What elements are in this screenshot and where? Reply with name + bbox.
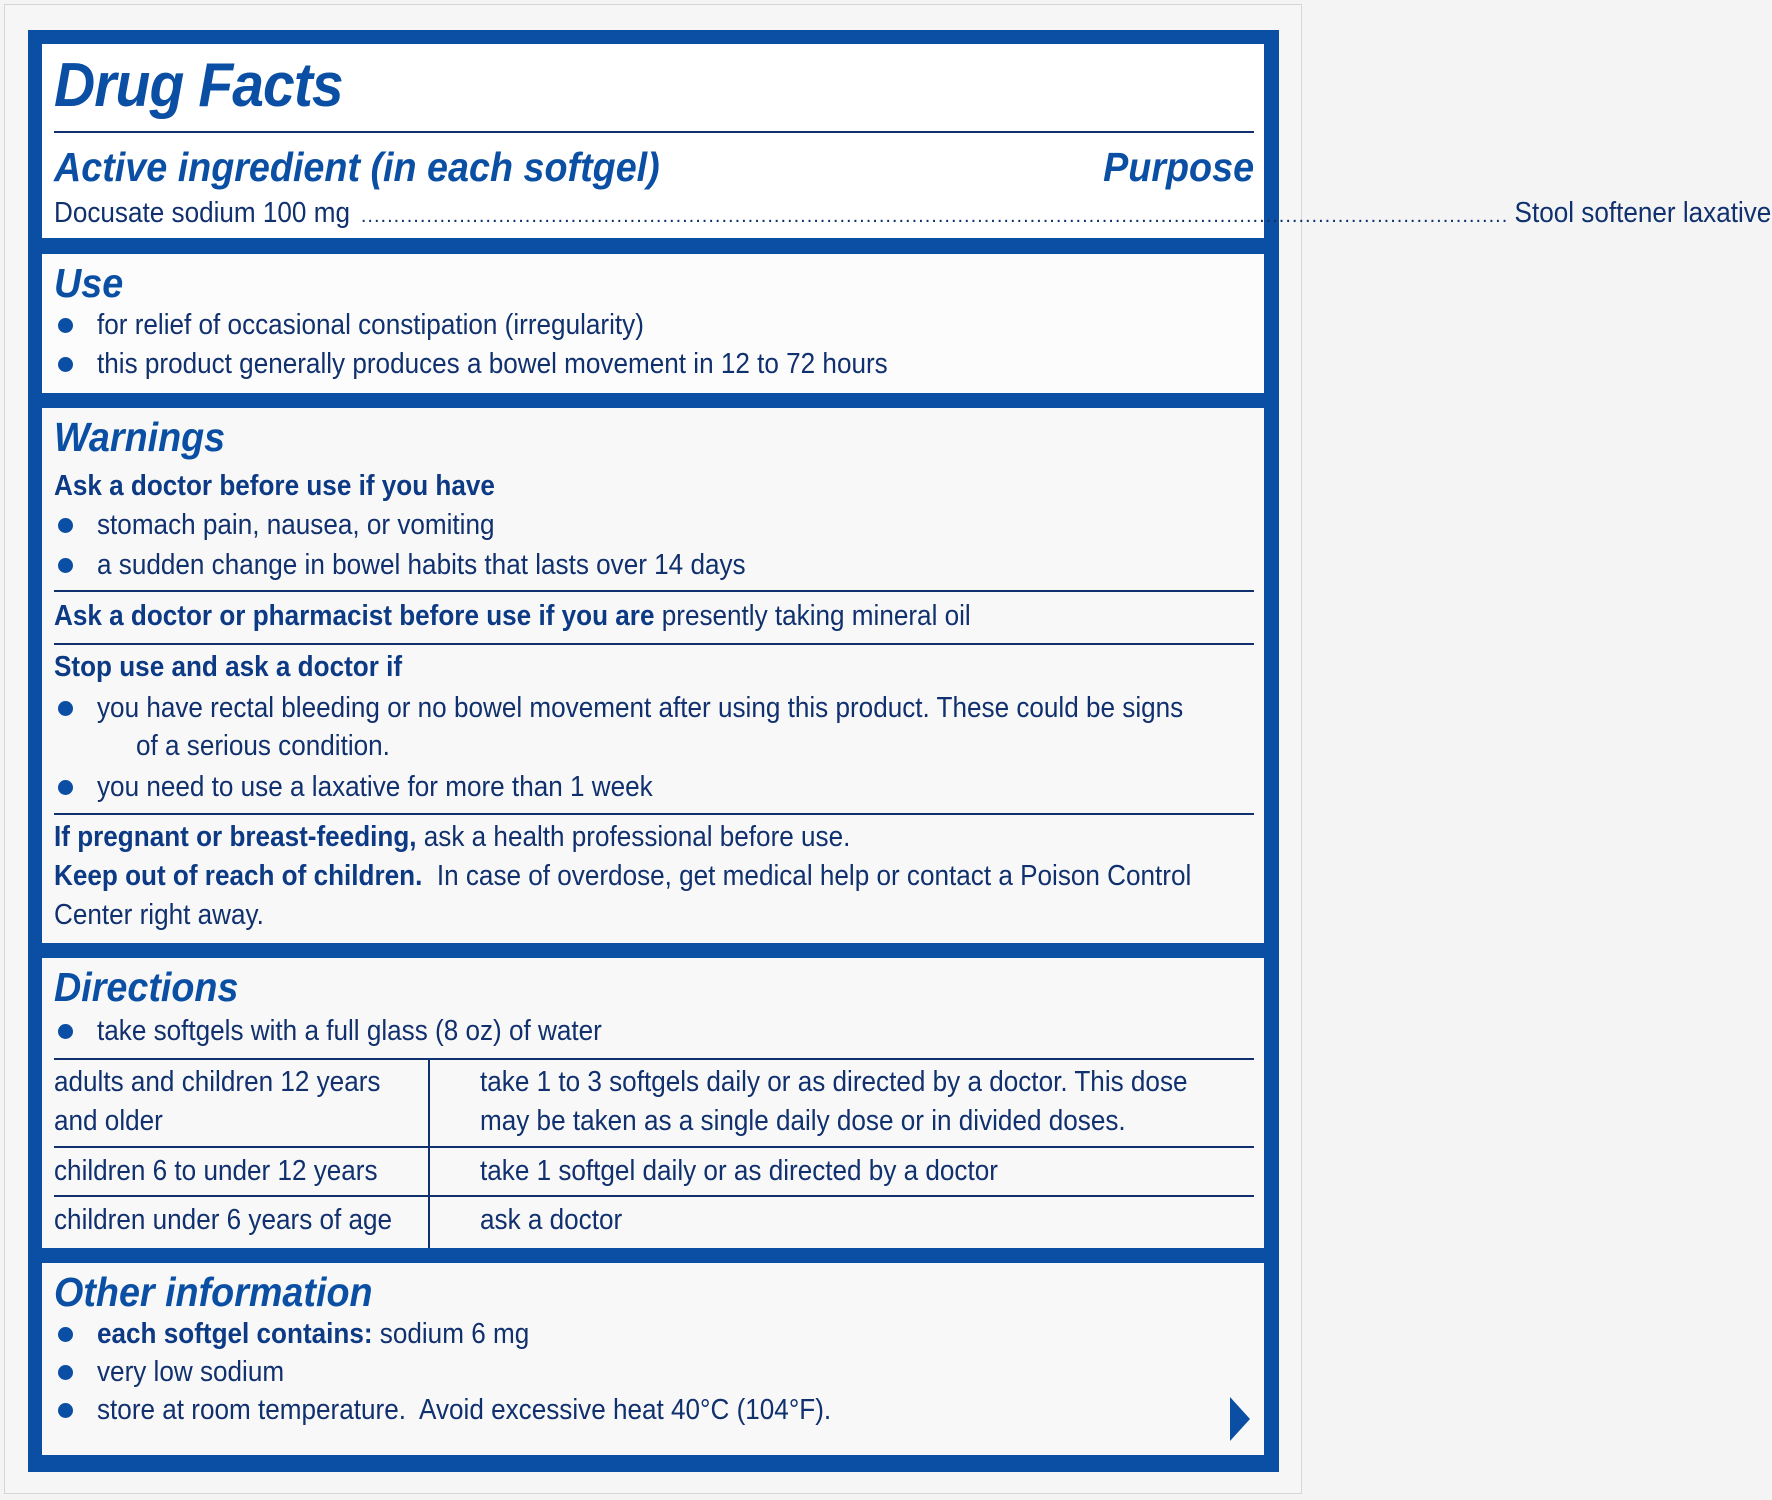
list-item: store at room temperature. Avoid excessive heat 40°C (104°F). bbox=[54, 1393, 913, 1427]
warnings-panel bbox=[42, 408, 1264, 943]
pregnancy-warning: If pregnant or breast-feeding, ask a health professional before use. bbox=[54, 821, 851, 853]
bullet-icon bbox=[58, 318, 73, 333]
table-row-rule bbox=[54, 1195, 1254, 1197]
use-heading: Use bbox=[54, 260, 124, 306]
bullet-icon bbox=[58, 1327, 73, 1342]
ask-pharmacist-warning: Ask a doctor or pharmacist before use if you are presently taking mineral oil bbox=[54, 600, 971, 632]
ingredient-row bbox=[54, 194, 1772, 230]
divider bbox=[54, 131, 1254, 133]
bullet-icon bbox=[58, 558, 73, 573]
keep-out-of-reach-warning: Keep out of reach of children. In case of overdose, get medical help or contact a Poison Control bbox=[54, 860, 1192, 892]
bullet-icon bbox=[58, 357, 73, 372]
list-item: very low sodium bbox=[54, 1355, 305, 1389]
directions-heading: Directions bbox=[54, 964, 239, 1010]
list-item: you need to use a laxative for more than 1 week bbox=[54, 770, 714, 804]
bullet-icon bbox=[58, 518, 73, 533]
purpose-heading: Purpose bbox=[1103, 144, 1254, 190]
divider bbox=[54, 813, 1254, 815]
bullet-icon bbox=[58, 1365, 73, 1380]
active-ingredient-panel bbox=[42, 44, 1772, 238]
keep-out-continuation: Center right away. bbox=[54, 899, 264, 931]
table-top-rule bbox=[54, 1058, 1254, 1060]
table-column-divider bbox=[428, 1058, 430, 1248]
other-information-heading: Other information bbox=[54, 1269, 373, 1315]
list-item: a sudden change in bowel habits that lasts over 14 days bbox=[54, 548, 818, 582]
list-item: take softgels with a full glass (8 oz) of water bbox=[54, 1014, 658, 1048]
ingredient-purpose: Stool softener laxative bbox=[1514, 197, 1772, 229]
dot-leader: ............................................................................................................................................................................... bbox=[360, 205, 1509, 227]
divider bbox=[54, 643, 1254, 645]
directions-panel: Directions take softgels with a full glass (8 oz) of water adults and children 12 years and older take 1 to 3 softgels daily or as directed by a doctor. This dose may be taken as a single daily dose or in divided doses. children 6 to under 12 years take 1 softgel daily or as directed by a doctor children under 6 years of age ask a doctor bbox=[42, 958, 1264, 1248]
list-item: each softgel contains: sodium 6 mg bbox=[54, 1317, 577, 1351]
list-item-continuation: of a serious condition. bbox=[136, 730, 390, 762]
list-item: for relief of occasional constipation (irregularity) bbox=[54, 308, 705, 342]
bullet-icon bbox=[58, 1024, 73, 1039]
table-row-rule bbox=[54, 1146, 1254, 1148]
ask-doctor-heading: Ask a doctor before use if you have bbox=[54, 470, 495, 502]
stop-use-heading: Stop use and ask a doctor if bbox=[54, 651, 403, 683]
ingredient-name: Docusate sodium 100 mg bbox=[54, 197, 350, 229]
list-item: you have rectal bleeding or no bowel movement after using this product. These could be signs bbox=[54, 691, 1304, 725]
use-panel bbox=[42, 254, 1264, 393]
list-item: this product generally produces a bowel movement in 12 to 72 hours bbox=[54, 347, 976, 381]
list-item: stomach pain, nausea, or vomiting bbox=[54, 508, 539, 542]
active-ingredient-heading: Active ingredient (in each softgel) bbox=[54, 144, 660, 190]
bullet-icon bbox=[58, 780, 73, 795]
divider bbox=[54, 590, 1254, 592]
warnings-heading: Warnings bbox=[54, 414, 226, 460]
continue-arrow-icon bbox=[1230, 1397, 1250, 1441]
bullet-icon bbox=[58, 701, 73, 716]
other-information-panel bbox=[42, 1263, 1264, 1455]
drug-facts-title: Drug Facts bbox=[54, 51, 343, 120]
bullet-icon bbox=[58, 1403, 73, 1418]
